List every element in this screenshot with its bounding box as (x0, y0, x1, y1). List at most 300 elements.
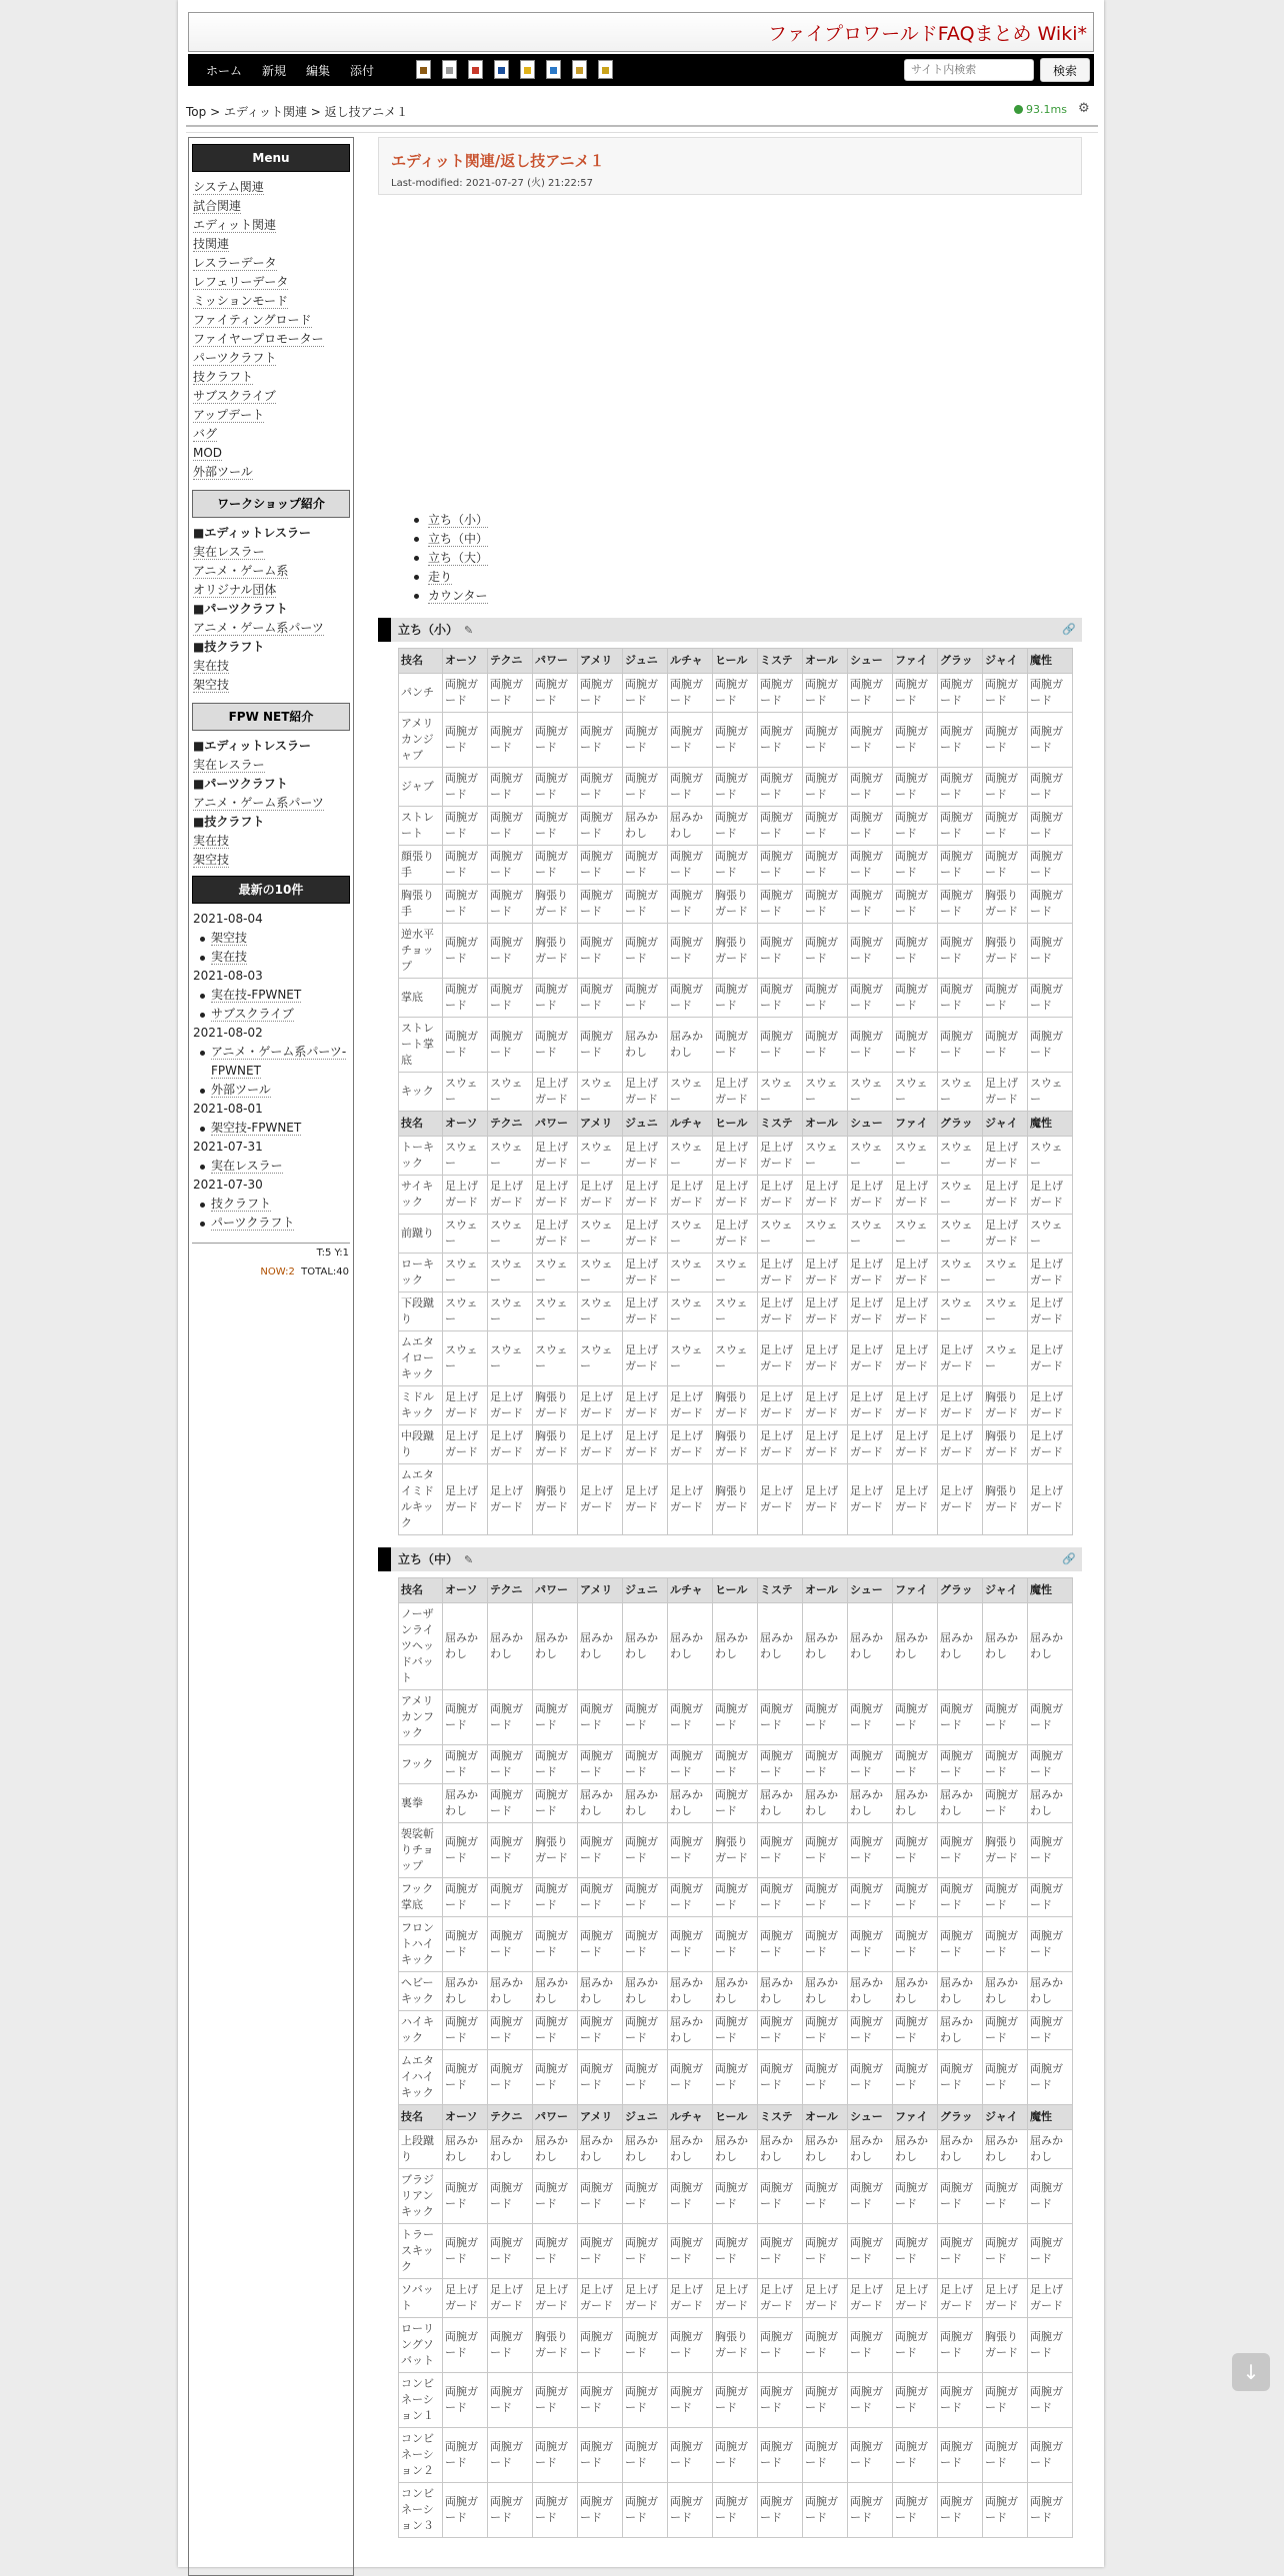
reaction-cell: スウェー (983, 1254, 1028, 1292)
counter-today: T:5 Y:1 (316, 1248, 349, 1259)
sidebar-link[interactable]: 架空技 (193, 853, 230, 867)
sidebar-item (189, 330, 353, 349)
reaction-cell: 両腕ガード (938, 2318, 983, 2373)
reaction-cell: 両腕ガード (668, 846, 713, 885)
reaction-cell: 屈みかわし (668, 1784, 713, 1823)
reaction-cell: 両腕ガード (848, 924, 893, 979)
recent-link[interactable]: パーツクラフト (211, 1216, 295, 1230)
page-icon[interactable] (442, 60, 457, 79)
reaction-cell: 屈みかわし (893, 1972, 938, 2011)
table-row (399, 2130, 1073, 2169)
reaction-cell: 両腕ガード (443, 1745, 488, 1784)
table-row (399, 846, 1073, 885)
move-name: 中段蹴り (399, 1425, 443, 1464)
reaction-cell: 足上げガード (893, 1386, 938, 1425)
reaction-cell: 両腕ガード (803, 713, 848, 768)
reaction-cell: 両腕ガード (713, 1784, 758, 1823)
table-row (399, 1690, 1073, 1745)
reaction-cell: 両腕ガード (488, 1690, 533, 1745)
column-header: ミステ (758, 649, 803, 674)
reaction-cell: 両腕ガード (758, 713, 803, 768)
sidebar-category: ■パーツクラフト (193, 602, 288, 616)
reaction-cell: 胸張りガード (533, 2318, 578, 2373)
fpw-list (189, 737, 353, 870)
sidebar-link[interactable]: バグ (193, 427, 218, 441)
reaction-cell: 両腕ガード (578, 2224, 623, 2279)
recent-date: 2021-07-30 (193, 1178, 263, 1192)
sidebar-item (189, 235, 353, 254)
sidebar-link[interactable]: レスラーデータ (193, 256, 277, 270)
reaction-cell: 両腕ガード (893, 1878, 938, 1917)
table-row (399, 2483, 1073, 2538)
reaction-cell: 両腕ガード (848, 2373, 893, 2428)
toc-link[interactable]: 走り (428, 570, 453, 584)
column-header: ファイ (893, 1578, 938, 1603)
reaction-cell: 両腕ガード (533, 1690, 578, 1745)
reaction-cell: 両腕ガード (623, 2169, 668, 2224)
reaction-cell: 胸張りガード (983, 1425, 1028, 1464)
reaction-cell: 足上げガード (938, 1331, 983, 1386)
reaction-cell: 両腕ガード (578, 1018, 623, 1073)
reaction-cell: 屈みかわし (533, 2130, 578, 2169)
sidebar-link[interactable]: 試合関連 (193, 199, 242, 213)
reaction-cell: 両腕ガード (623, 924, 668, 979)
reaction-cell: スウェー (668, 1073, 713, 1112)
column-header: シュー (848, 2105, 893, 2130)
breadcrumb-edit[interactable]: エディット関連 (223, 105, 307, 119)
reaction-cell: 両腕ガード (758, 2373, 803, 2428)
table-row (399, 1745, 1073, 1784)
reaction-cell: 足上げガード (803, 1425, 848, 1464)
recent-link[interactable]: 実在レスラー (211, 1159, 283, 1173)
reaction-cell: 胸張りガード (533, 1425, 578, 1464)
reaction-cell: 足上げガード (893, 1425, 938, 1464)
recent-link[interactable]: 実在技 (211, 950, 248, 964)
sidebar-link[interactable]: 実在技 (193, 834, 230, 848)
move-name: ミドルキック (399, 1386, 443, 1425)
reaction-cell: 両腕ガード (668, 2428, 713, 2483)
reaction-cell: 両腕ガード (938, 979, 983, 1018)
recent-link[interactable]: 実在技-FPWNET (211, 988, 302, 1002)
move-name: 掌底 (399, 979, 443, 1018)
sidebar-link[interactable]: サブスクライブ (193, 389, 276, 403)
reaction-cell: 足上げガード (938, 1386, 983, 1425)
save-icon[interactable] (494, 60, 509, 79)
column-header: オーソ (443, 1578, 488, 1603)
lock-icon[interactable] (520, 60, 535, 79)
sidebar-link[interactable]: アニメ・ゲーム系パーツ (193, 621, 324, 635)
nav-home[interactable]: ホーム (206, 63, 243, 78)
reaction-cell: 両腕ガード (488, 2169, 533, 2224)
reaction-cell: 屈みかわし (938, 1972, 983, 2011)
reaction-cell: 両腕ガード (443, 924, 488, 979)
table-row (399, 1784, 1073, 1823)
list-icon[interactable] (416, 60, 431, 79)
main-content (378, 137, 1082, 2538)
reaction-cell: 両腕ガード (893, 846, 938, 885)
reaction-cell: 胸張りガード (713, 1386, 758, 1425)
recent-link[interactable]: アニメ・ゲーム系パーツ-FPWNET (211, 1045, 347, 1078)
toc-item (408, 568, 1082, 587)
reaction-cell: 両腕ガード (803, 1823, 848, 1878)
reaction-cell: スウェー (578, 1073, 623, 1112)
reaction-cell: 両腕ガード (938, 2373, 983, 2428)
sidebar-link[interactable]: 実在レスラー (193, 758, 265, 772)
reaction-cell: 両腕ガード (803, 2483, 848, 2538)
reaction-cell: 足上げガード (1028, 1254, 1073, 1292)
reaction-cell: 足上げガード (623, 1464, 668, 1535)
reaction-cell: 足上げガード (578, 2279, 623, 2318)
reaction-cell: 両腕ガード (533, 768, 578, 807)
reaction-cell: 両腕ガード (758, 1823, 803, 1878)
reaction-cell: 両腕ガード (623, 713, 668, 768)
reaction-cell: 屈みかわし (443, 1784, 488, 1823)
nav-attach[interactable]: 添付 (350, 63, 375, 78)
diff-icon[interactable] (598, 60, 613, 79)
reaction-cell: スウェー (1028, 1073, 1073, 1112)
reaction-cell: 胸張りガード (983, 2318, 1028, 2373)
reaction-cell: 足上げガード (848, 2279, 893, 2318)
column-header: ルチャ (668, 1112, 713, 1137)
table-header-row (399, 2105, 1073, 2130)
reaction-cell: 両腕ガード (1028, 979, 1073, 1018)
reaction-cell: 両腕ガード (938, 2169, 983, 2224)
gear-icon[interactable]: ⚙ (1078, 101, 1090, 116)
recent-link[interactable]: サブスクライブ (211, 1007, 294, 1021)
move-name: 裏拳 (399, 1784, 443, 1823)
reaction-cell: 両腕ガード (713, 2169, 758, 2224)
table-row (399, 768, 1073, 807)
reaction-cell: 両腕ガード (488, 2050, 533, 2105)
table-row (399, 1018, 1073, 1073)
table-row (399, 1386, 1073, 1425)
column-header: オール (803, 1578, 848, 1603)
reaction-cell: 屈みかわし (443, 1603, 488, 1690)
section-title: 立ち（中） (398, 1552, 459, 1566)
sidebar-link[interactable]: オリジナル団体 (193, 583, 277, 597)
table-row (399, 2318, 1073, 2373)
edit-icon[interactable]: ✎ (464, 624, 474, 637)
reaction-cell: スウェー (983, 1331, 1028, 1386)
reaction-cell: 足上げガード (758, 1331, 803, 1386)
reaction-cell: スウェー (1028, 1215, 1073, 1254)
reaction-cell: 足上げガード (488, 1386, 533, 1425)
reaction-cell: 両腕ガード (983, 1690, 1028, 1745)
nav-menu (206, 54, 374, 86)
reaction-cell: 胸張りガード (713, 924, 758, 979)
reaction-cell: 両腕ガード (668, 768, 713, 807)
reaction-cell: 両腕ガード (1028, 1823, 1073, 1878)
reaction-cell: 両腕ガード (1028, 768, 1073, 807)
edit-icon[interactable]: ✎ (464, 1553, 474, 1566)
recent-link[interactable]: 外部ツール (211, 1083, 271, 1097)
sidebar-item (189, 368, 353, 387)
sidebar-link[interactable]: MOD (193, 446, 223, 460)
reaction-cell: スウェー (803, 1137, 848, 1176)
sidebar-link[interactable]: エディット関連 (193, 218, 277, 232)
toc-link[interactable]: 立ち（小） (428, 513, 489, 527)
recent-link[interactable]: 技クラフト (211, 1197, 272, 1211)
counter-now: NOW:2 (260, 1267, 295, 1278)
table-row (399, 713, 1073, 768)
reaction-cell: 両腕ガード (938, 674, 983, 713)
reaction-cell: スウェー (758, 1073, 803, 1112)
sidebar-link[interactable]: 技クラフト (193, 370, 254, 384)
reaction-cell: 両腕ガード (758, 2169, 803, 2224)
reaction-cell: 足上げガード (533, 1215, 578, 1254)
column-header: テクニ (488, 1112, 533, 1137)
site-header (188, 12, 1094, 52)
sidebar-item (189, 292, 353, 311)
sidebar-link[interactable]: ミッションモード (193, 294, 289, 308)
reaction-cell: 両腕ガード (443, 1878, 488, 1917)
reaction-cell: 両腕ガード (443, 807, 488, 846)
move-table (398, 1577, 1073, 2538)
reaction-cell: 足上げガード (623, 1292, 668, 1331)
reaction-cell: 屈みかわし (533, 1603, 578, 1690)
reaction-cell: 両腕ガード (1028, 807, 1073, 846)
reaction-cell: 両腕ガード (623, 979, 668, 1018)
sidebar-link[interactable]: 実在技 (193, 659, 230, 673)
reaction-cell: 両腕ガード (488, 768, 533, 807)
column-header: オーソ (443, 2105, 488, 2130)
reaction-cell: 両腕ガード (983, 2011, 1028, 2050)
search-button[interactable]: 検索 (1040, 58, 1090, 82)
reaction-cell: 両腕ガード (488, 1823, 533, 1878)
reaction-cell: 足上げガード (803, 1331, 848, 1386)
reaction-cell: 足上げガード (1028, 1331, 1073, 1386)
reaction-cell: 両腕ガード (488, 1018, 533, 1073)
sidebar-link[interactable]: 実在レスラー (193, 545, 265, 559)
recent-link[interactable]: 架空技-FPWNET (211, 1121, 302, 1135)
sidebar-link[interactable]: システム関連 (193, 180, 264, 194)
reaction-cell: 屈みかわし (758, 1972, 803, 2011)
table-row (399, 1917, 1073, 1972)
reaction-cell: スウェー (578, 1331, 623, 1386)
reaction-cell: 足上げガード (758, 2279, 803, 2318)
reaction-cell: スウェー (443, 1073, 488, 1112)
reaction-cell: 足上げガード (578, 1386, 623, 1425)
table-row (399, 1215, 1073, 1254)
reaction-cell: 両腕ガード (578, 2483, 623, 2538)
reaction-cell: 足上げガード (668, 1386, 713, 1425)
toc-link[interactable]: 立ち（中） (428, 532, 489, 546)
sidebar-link[interactable]: アニメ・ゲーム系パーツ (193, 796, 324, 810)
reaction-cell: 足上げガード (623, 1176, 668, 1215)
sidebar-item (189, 676, 353, 695)
reaction-cell: 足上げガード (578, 1176, 623, 1215)
reaction-cell: 両腕ガード (803, 2050, 848, 2105)
sections (378, 618, 1082, 2538)
reaction-cell: 両腕ガード (893, 1823, 938, 1878)
copy-icon[interactable] (546, 60, 561, 79)
sidebar-item (189, 216, 353, 235)
reaction-cell: 足上げガード (533, 1176, 578, 1215)
reaction-cell: 両腕ガード (578, 674, 623, 713)
nav-edit[interactable]: 編集 (306, 63, 331, 78)
reaction-cell: 両腕ガード (668, 1917, 713, 1972)
toc-item (408, 530, 1082, 549)
sidebar-item (189, 387, 353, 406)
reaction-cell: 両腕ガード (488, 2373, 533, 2428)
breadcrumb-current: 返し技アニメ１ (324, 105, 409, 119)
page-title[interactable]: エディット関連/返し技アニメ１ (391, 152, 605, 170)
reaction-cell: 両腕ガード (983, 2373, 1028, 2428)
history-icon[interactable] (572, 60, 587, 79)
delete-icon[interactable] (468, 60, 483, 79)
reaction-cell: 両腕ガード (443, 2428, 488, 2483)
reaction-cell: 両腕ガード (758, 674, 803, 713)
nav-new[interactable]: 新規 (262, 63, 287, 78)
table-row (399, 885, 1073, 924)
toc-link[interactable]: 立ち（大） (428, 551, 489, 565)
reaction-cell: 両腕ガード (488, 807, 533, 846)
reaction-cell: 両腕ガード (443, 2169, 488, 2224)
reaction-cell: 両腕ガード (758, 846, 803, 885)
reaction-cell: スウェー (488, 1254, 533, 1292)
reaction-cell: 足上げガード (623, 1331, 668, 1386)
reaction-cell: 両腕ガード (758, 1690, 803, 1745)
reaction-cell: 両腕ガード (803, 924, 848, 979)
reaction-cell: 両腕ガード (848, 713, 893, 768)
reaction-cell: 両腕ガード (1028, 885, 1073, 924)
table-row (399, 2050, 1073, 2105)
sidebar-link[interactable]: 外部ツール (193, 465, 253, 479)
reaction-cell: 足上げガード (623, 2279, 668, 2318)
reaction-cell: 屈みかわし (668, 2130, 713, 2169)
reaction-cell: 両腕ガード (893, 713, 938, 768)
reaction-cell: 足上げガード (488, 1464, 533, 1535)
reaction-cell: 胸張りガード (533, 885, 578, 924)
reaction-cell: スウェー (893, 1137, 938, 1176)
sidebar-link[interactable]: 技関連 (193, 237, 230, 251)
column-header: グラッ (938, 2105, 983, 2130)
search-input[interactable] (904, 59, 1034, 81)
reaction-cell: スウェー (848, 1073, 893, 1112)
reaction-cell: 両腕ガード (893, 2050, 938, 2105)
move-name: 顔張り手 (399, 846, 443, 885)
reaction-cell: 両腕ガード (983, 979, 1028, 1018)
table-row (399, 1292, 1073, 1331)
move-name: ローリングソバット (399, 2318, 443, 2373)
reaction-cell: スウェー (578, 1215, 623, 1254)
workshop-list (189, 524, 353, 695)
recent-link[interactable]: 架空技 (211, 931, 248, 945)
reaction-cell: 屈みかわし (578, 1784, 623, 1823)
column-header: 魔性 (1028, 1112, 1073, 1137)
reaction-cell: 足上げガード (1028, 1176, 1073, 1215)
reaction-cell: 胸張りガード (983, 1464, 1028, 1535)
reaction-cell: 両腕ガード (578, 768, 623, 807)
reaction-cell: 両腕ガード (578, 807, 623, 846)
table-row (399, 674, 1073, 713)
reaction-cell: 両腕ガード (668, 2224, 713, 2279)
reaction-cell: 足上げガード (713, 1137, 758, 1176)
link-icon[interactable]: 🔗 (1062, 1552, 1076, 1565)
reaction-cell: 両腕ガード (938, 1917, 983, 1972)
column-header: テクニ (488, 649, 533, 674)
sidebar-link[interactable]: アップデート (193, 408, 265, 422)
breadcrumb-top[interactable]: Top (186, 105, 207, 119)
toc-link[interactable]: カウンター (428, 589, 488, 603)
recent-item (189, 1005, 353, 1024)
sidebar-item (189, 851, 353, 870)
move-name: ストレート掌底 (399, 1018, 443, 1073)
scroll-down-button[interactable]: ↓ (1232, 2353, 1270, 2391)
reaction-cell: 胸張りガード (983, 1386, 1028, 1425)
reaction-cell: スウェー (938, 1137, 983, 1176)
sidebar-link[interactable]: ファイティングロード (193, 313, 312, 327)
column-header: 魔性 (1028, 2105, 1073, 2130)
sidebar-link[interactable]: ファイヤープロモーター (193, 332, 324, 346)
move-name: トラースキック (399, 2224, 443, 2279)
column-header: パワー (533, 1112, 578, 1137)
table-row (399, 1603, 1073, 1690)
reaction-cell: スウェー (713, 1331, 758, 1386)
sidebar-link[interactable]: アニメ・ゲーム系 (193, 564, 289, 578)
reaction-cell: 両腕ガード (533, 2483, 578, 2538)
table-row (399, 1464, 1073, 1535)
reaction-cell: スウェー (668, 1215, 713, 1254)
reaction-cell: 足上げガード (938, 1425, 983, 1464)
reaction-cell: 足上げガード (803, 2279, 848, 2318)
site-title[interactable]: ファイプロワールドFAQまとめ Wiki* (768, 23, 1087, 45)
sidebar-item (189, 581, 353, 600)
column-header: シュー (848, 649, 893, 674)
reaction-cell: 足上げガード (713, 1176, 758, 1215)
column-header: パワー (533, 1578, 578, 1603)
reaction-cell: スウェー (533, 1331, 578, 1386)
move-name: ソバット (399, 2279, 443, 2318)
link-icon[interactable]: 🔗 (1062, 623, 1076, 636)
reaction-cell: 足上げガード (668, 1425, 713, 1464)
reaction-cell: 両腕ガード (758, 885, 803, 924)
reaction-cell: 両腕ガード (533, 1917, 578, 1972)
reaction-cell: 足上げガード (758, 1176, 803, 1215)
reaction-cell: 両腕ガード (713, 2050, 758, 2105)
reaction-cell: スウェー (443, 1215, 488, 1254)
timer-icon (1014, 105, 1023, 114)
recent-item (189, 929, 353, 948)
reaction-cell: 両腕ガード (488, 2428, 533, 2483)
reaction-cell: 両腕ガード (1028, 674, 1073, 713)
reaction-cell: 足上げガード (488, 2279, 533, 2318)
sidebar-link[interactable]: 架空技 (193, 678, 230, 692)
sidebar-category: ■パーツクラフト (193, 777, 288, 791)
sidebar-link[interactable]: レフェリーデータ (193, 275, 289, 289)
reaction-cell: 胸張りガード (983, 924, 1028, 979)
column-header: オール (803, 649, 848, 674)
reaction-cell: 足上げガード (443, 1176, 488, 1215)
reaction-cell: 両腕ガード (713, 1745, 758, 1784)
reaction-cell: 足上げガード (848, 1386, 893, 1425)
toc-item (408, 511, 1082, 530)
recent-date: 2021-07-31 (193, 1140, 263, 1154)
reaction-cell: スウェー (713, 1292, 758, 1331)
sidebar-link[interactable]: パーツクラフト (193, 351, 277, 365)
reaction-cell: 足上げガード (623, 1137, 668, 1176)
reaction-cell: 両腕ガード (893, 2169, 938, 2224)
column-header: アメリ (578, 1112, 623, 1137)
reaction-cell: 両腕ガード (1028, 2224, 1073, 2279)
sidebar-item (189, 444, 353, 463)
reaction-cell: 両腕ガード (488, 2318, 533, 2373)
toc-item (408, 587, 1082, 606)
reaction-cell: 足上げガード (443, 2279, 488, 2318)
reaction-cell: 足上げガード (443, 1425, 488, 1464)
reaction-cell: 両腕ガード (758, 2224, 803, 2279)
reaction-cell: スウェー (443, 1254, 488, 1292)
